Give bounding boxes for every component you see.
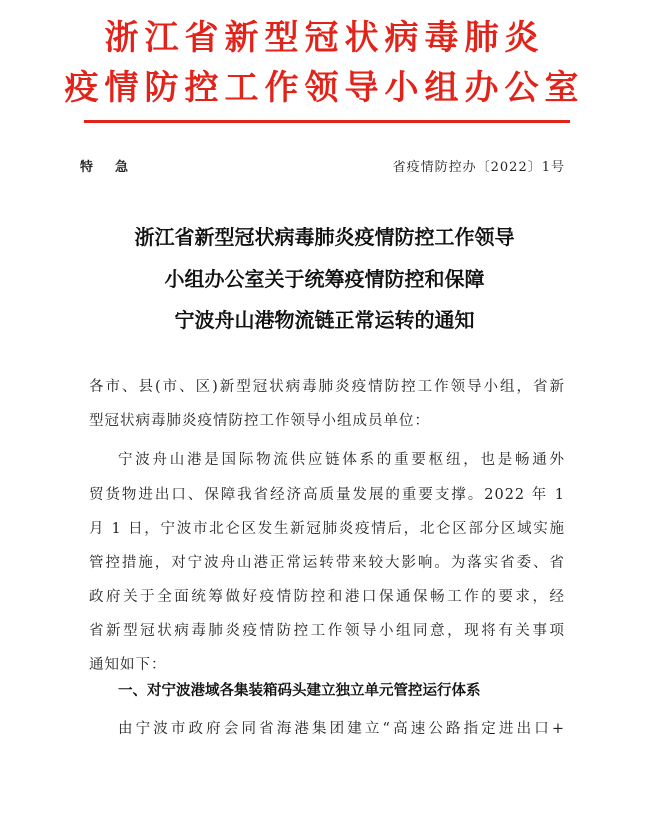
red-divider [84,120,570,123]
document-title-line-2: 小组办公室关于统筹疫情防控和保障 [164,267,485,291]
paragraph-line: 宁波舟山港是国际物流供应链体系的重要枢纽，也是畅通外 [118,452,565,468]
paragraph-line: 政府关于全面统筹做好疫情防控和港口保通保畅工作的要求，经 [89,589,565,605]
document-title-line-1: 浙江省新型冠状病毒肺炎疫情防控工作领导 [134,225,515,249]
paragraph-line: 省新型冠状病毒肺炎疫情防控工作领导小组同意，现将有关事项 [89,623,565,639]
paragraph-line: 由宁波市政府会同省海港集团建立“高速公路指定进出口+ [118,721,565,737]
document-meta [0,156,649,176]
addressee-line: 各市、县(市、区)新型冠状病毒肺炎疫情防控工作领导小组，省新 [89,379,565,395]
document-title-line-3: 宁波舟山港物流链正常运转的通知 [174,308,475,332]
document-number: 省疫情防控办〔2022〕1号 [392,160,565,175]
urgency-label: 特急 [80,160,151,175]
addressee-line: 型冠状病毒肺炎疫情防控工作领导小组成员单位： [89,413,430,429]
issuer-title-line-2: 疫情防控工作领导小组办公室 [64,68,585,108]
paragraph-line: 月 1 日，宁波市北仑区发生新冠肺炎疫情后，北仑区部分区域实施 [89,521,565,537]
issuer-title-line-1: 浙江省新型冠状病毒肺炎 [104,18,545,58]
paragraph-line: 通知如下： [89,657,167,673]
paragraph-line: 管控措施，对宁波舟山港正常运转带来较大影响。为落实省委、省 [89,555,565,571]
section-heading: 一、对宁波港域各集装箱码头建立独立单元管控运行体系 [118,683,481,699]
paragraph-line: 贸货物进出口、保障我省经济高质量发展的重要支撑。2022 年 1 [89,487,565,503]
